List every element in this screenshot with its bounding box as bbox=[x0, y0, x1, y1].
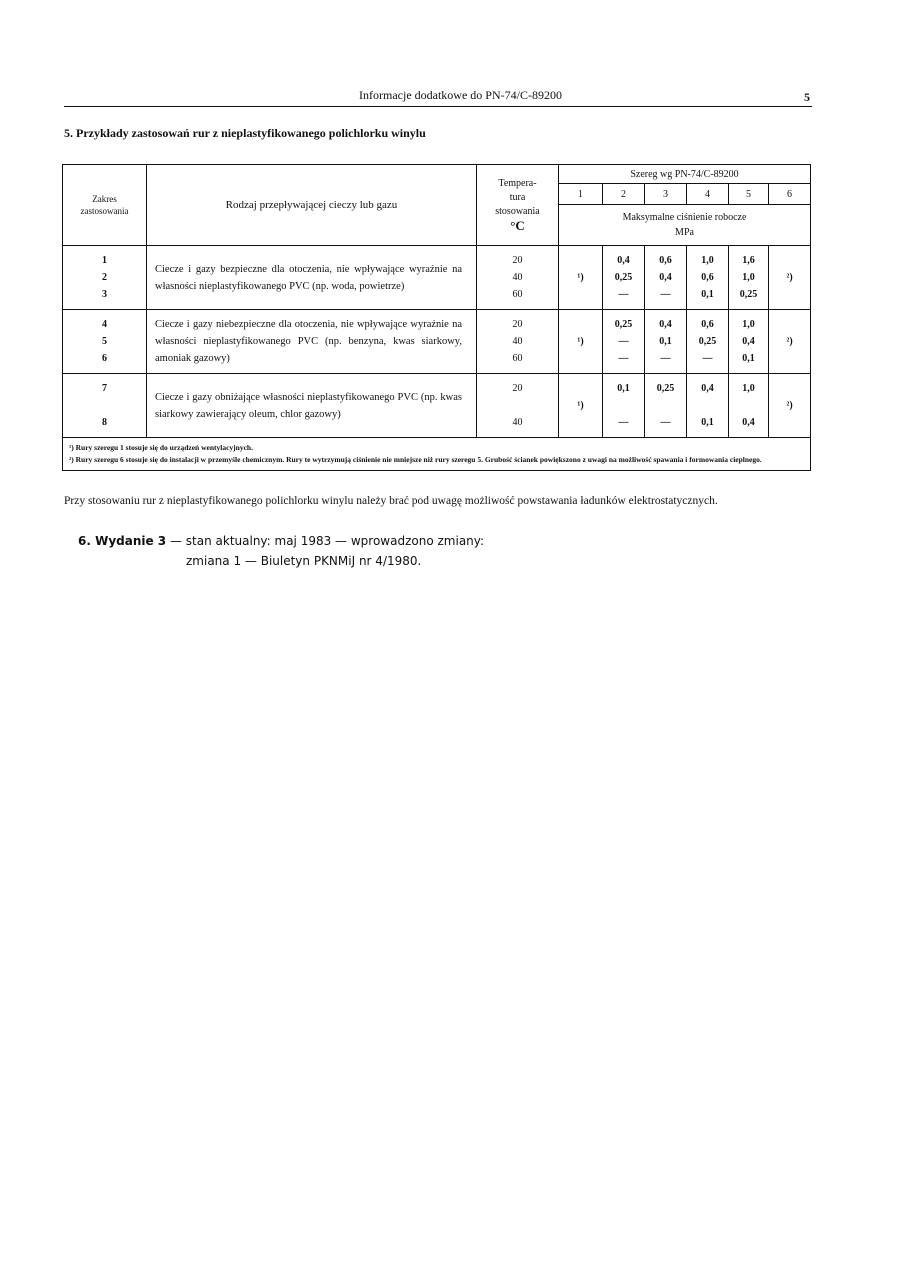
pressure-value: 0,25 bbox=[739, 289, 758, 300]
pressure-value: 0,4 bbox=[742, 336, 755, 347]
footnote-1: ¹) Rury szeregu 1 stosuje się do urządzeń wentylacyjnych. bbox=[69, 443, 253, 452]
header-zakres-line1: Zakres bbox=[92, 194, 117, 204]
series-3-values bbox=[645, 374, 687, 438]
zakres-number: 7 bbox=[102, 383, 107, 394]
footnote-2: ²) Rury szeregu 6 stosuje się do instalacji w przemyśle chemicznym. Rury te wytrzymują ciśnienie nie mniejsze niż rury szeregu 5. Grubość ścianek powiększono z uwagi na możliwość spawania i formowania cieplnego. bbox=[69, 455, 762, 464]
pressure-value: 0,4 bbox=[617, 255, 630, 266]
zakres-number: 3 bbox=[102, 289, 107, 300]
pressure-value: 0,25 bbox=[614, 319, 633, 330]
header-pressure bbox=[559, 205, 811, 246]
temperature-cell bbox=[477, 310, 559, 374]
pressure-value: — bbox=[660, 289, 671, 300]
pressure-value bbox=[729, 397, 768, 414]
series-1-note: ¹) bbox=[559, 246, 603, 310]
pressure-value: 0,1 bbox=[701, 289, 714, 300]
footnotes-row bbox=[63, 438, 811, 471]
pressure-value: 0,25 bbox=[614, 272, 633, 283]
series-3-values bbox=[645, 246, 687, 310]
pressure-value: 0,6 bbox=[701, 272, 714, 283]
page-number: 5 bbox=[804, 90, 810, 104]
pressure-value: 1,6 bbox=[742, 255, 755, 266]
header-rodzaj: Rodzaj przepływającej cieczy lub gazu bbox=[147, 165, 477, 246]
header-pressure-unit: MPa bbox=[675, 227, 694, 238]
pressure-value: 1,0 bbox=[742, 272, 755, 283]
header-temperature bbox=[477, 165, 559, 246]
pressure-value: 0,25 bbox=[656, 383, 675, 394]
electrostatic-note: Przy stosowaniu rur z nieplastyfikowanego polichlorku winylu należy brać pod uwagę możliwość powstawania ładunków elektrostatycznych. bbox=[64, 495, 718, 507]
header-rule bbox=[64, 106, 812, 107]
zakres-number: 8 bbox=[102, 417, 107, 428]
applications-table bbox=[62, 164, 811, 471]
pressure-value: 0,6 bbox=[701, 319, 714, 330]
table-row bbox=[63, 310, 811, 374]
pressure-value: — bbox=[618, 353, 629, 364]
temperature-value: 40 bbox=[512, 417, 523, 428]
pressure-value bbox=[687, 397, 728, 414]
series-3-values bbox=[645, 310, 687, 374]
series-5-values bbox=[729, 246, 769, 310]
series-number: 5 bbox=[729, 184, 769, 205]
pressure-value: 0,1 bbox=[659, 336, 672, 347]
temperature-value bbox=[477, 397, 558, 414]
series-2-values bbox=[603, 246, 645, 310]
pressure-value bbox=[603, 397, 644, 414]
pressure-value: 0,6 bbox=[659, 255, 672, 266]
series-6-note: ²) bbox=[769, 246, 811, 310]
pressure-value: — bbox=[660, 417, 671, 428]
series-6-note: ²) bbox=[769, 374, 811, 438]
zakres-number: 5 bbox=[102, 336, 107, 347]
series-4-values bbox=[687, 310, 729, 374]
zakres-number: 6 bbox=[102, 353, 107, 364]
header-temp-line1: Tempera- bbox=[498, 178, 537, 189]
temperature-value: 60 bbox=[512, 353, 523, 364]
header-temp-line3: stosowania bbox=[495, 206, 540, 217]
temperature-cell bbox=[477, 374, 559, 438]
header-szereg: Szereg wg PN-74/C-89200 bbox=[559, 165, 811, 184]
zakres-number: 2 bbox=[102, 272, 107, 283]
series-5-values bbox=[729, 310, 769, 374]
table-footnotes bbox=[63, 438, 811, 471]
temperature-value: 40 bbox=[512, 336, 523, 347]
edition-label: 6. Wydanie 3 bbox=[78, 534, 167, 548]
series-1-note: ¹) bbox=[559, 310, 603, 374]
temperature-value: 20 bbox=[512, 319, 523, 330]
zakres-cell bbox=[63, 246, 147, 310]
zakres-number: 4 bbox=[102, 319, 107, 330]
pressure-value: 0,4 bbox=[659, 272, 672, 283]
series-1-note: ¹) bbox=[559, 374, 603, 438]
series-5-values bbox=[729, 374, 769, 438]
pressure-value: 1,0 bbox=[742, 383, 755, 394]
pressure-value: — bbox=[660, 353, 671, 364]
pressure-value: — bbox=[618, 336, 629, 347]
zakres-cell bbox=[63, 374, 147, 438]
series-number: 4 bbox=[687, 184, 729, 205]
pressure-value: 0,4 bbox=[742, 417, 755, 428]
temperature-value: 40 bbox=[512, 272, 523, 283]
header-temp-unit: °C bbox=[510, 218, 525, 233]
series-number: 3 bbox=[645, 184, 687, 205]
pressure-value: 0,4 bbox=[701, 383, 714, 394]
pressure-value: — bbox=[702, 353, 713, 364]
pressure-value: 0,1 bbox=[617, 383, 630, 394]
edition-line bbox=[78, 534, 484, 548]
medium-description: Ciecze i gazy bezpieczne dla otoczenia, nie wpływające wyraźnie na własności nieplastyfikowanego PVC (np. woda, powietrze) bbox=[147, 246, 477, 310]
amendment-line: zmiana 1 — Biuletyn PKNMiJ nr 4/1980. bbox=[186, 554, 422, 568]
series-4-values bbox=[687, 374, 729, 438]
header-zakres bbox=[63, 165, 147, 246]
pressure-value: 0,4 bbox=[659, 319, 672, 330]
edition-text: — stan aktualny: maj 1983 — wprowadzono zmiany: bbox=[166, 534, 485, 548]
pressure-value: — bbox=[618, 289, 629, 300]
zakres-number: 1 bbox=[102, 255, 107, 266]
series-number: 6 bbox=[769, 184, 811, 205]
table-row bbox=[63, 246, 811, 310]
series-2-values bbox=[603, 374, 645, 438]
temperature-value: 60 bbox=[512, 289, 523, 300]
pressure-value: 1,0 bbox=[742, 319, 755, 330]
pressure-value: 0,25 bbox=[698, 336, 717, 347]
pressure-value bbox=[645, 397, 686, 414]
series-4-values bbox=[687, 246, 729, 310]
pressure-value: 0,1 bbox=[701, 417, 714, 428]
zakres-number bbox=[63, 397, 146, 414]
series-2-values bbox=[603, 310, 645, 374]
header-zakres-line2: zastosowania bbox=[80, 206, 129, 216]
temperature-value: 20 bbox=[512, 255, 523, 266]
table-row bbox=[63, 374, 811, 438]
temperature-value: 20 bbox=[512, 383, 523, 394]
pressure-value: — bbox=[618, 417, 629, 428]
temperature-cell bbox=[477, 246, 559, 310]
zakres-cell bbox=[63, 310, 147, 374]
header-temp-line2: tura bbox=[509, 192, 526, 203]
series-6-note: ²) bbox=[769, 310, 811, 374]
series-number: 2 bbox=[603, 184, 645, 205]
section-heading: 5. Przykłady zastosowań rur z nieplastyfikowanego polichlorku winylu bbox=[64, 126, 426, 140]
header-pressure-label: Maksymalne ciśnienie robocze bbox=[622, 212, 747, 223]
pressure-value: 1,0 bbox=[701, 255, 714, 266]
series-number: 1 bbox=[559, 184, 603, 205]
running-header-title: Informacje dodatkowe do PN-74/C-89200 bbox=[359, 88, 562, 102]
medium-description: Ciecze i gazy obniżające własności nieplastyfikowanego PVC (np. kwas siarkowy zawierający oleum, chlor gazowy) bbox=[147, 374, 477, 438]
pressure-value: 0,1 bbox=[742, 353, 755, 364]
medium-description: Ciecze i gazy niebezpieczne dla otoczenia, nie wpływające wyraźnie na własności nieplastyfikowanego PVC (np. benzyna, kwas siarkowy, amoniak gazowy) bbox=[147, 310, 477, 374]
